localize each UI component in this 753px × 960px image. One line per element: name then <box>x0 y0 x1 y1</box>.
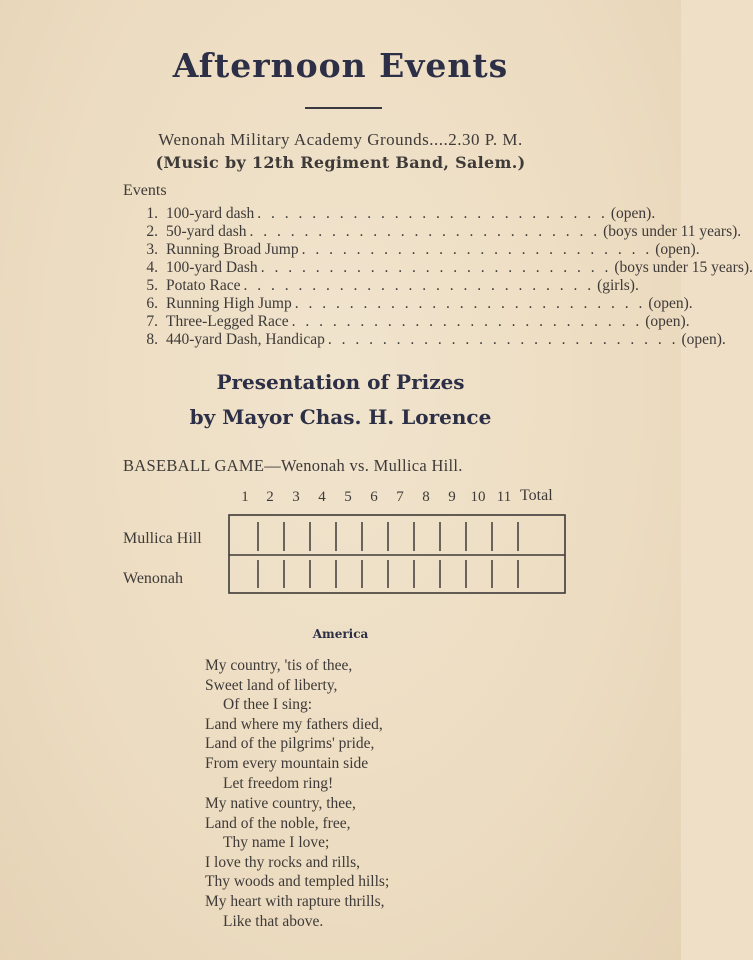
verse-line: Land of the pilgrims' pride, <box>205 735 375 753</box>
event-row <box>122 277 639 295</box>
music-note: (Music by 12th Regiment Band, Salem.) <box>155 153 526 172</box>
inning-label: 3 <box>292 489 300 505</box>
dot-leader: . . . . . . . . . . . . . . . . . . . . . . . . . . <box>257 205 608 222</box>
event-name: Three-Legged Race <box>166 313 289 330</box>
score-grid-border <box>229 515 565 593</box>
dot-leader: . . . . . . . . . . . . . . . . . . . . . . . . . . <box>260 259 612 276</box>
event-number: 2. <box>146 223 158 240</box>
event-note: (boys under 15 years). <box>614 259 753 276</box>
event-note: (open). <box>655 241 700 258</box>
verse-line: My native country, thee, <box>205 795 356 812</box>
team-wenonah: Wenonah <box>123 570 184 587</box>
verse-line: Thy woods and templed hills; <box>205 873 390 891</box>
inning-label: 2 <box>266 489 274 505</box>
dot-leader: . . . . . . . . . . . . . . . . . . . . . . . . . . <box>301 241 653 258</box>
event-note: (open). <box>681 331 726 348</box>
total-label: Total <box>520 487 553 504</box>
event-row <box>122 313 690 331</box>
dot-leader: . . . . . . . . . . . . . . . . . . . . . . . . . . <box>291 313 643 330</box>
event-name: 100-yard Dash <box>166 259 258 276</box>
event-note: (girls). <box>597 277 639 294</box>
verse-line: Of thee I sing: <box>223 696 313 714</box>
event-row <box>122 331 726 349</box>
verse-line: My heart with rapture thrills, <box>205 892 385 910</box>
inning-label: 7 <box>396 489 404 505</box>
verse-line: Thy name I love; <box>223 834 330 852</box>
event-row <box>122 241 700 259</box>
event-number: 3. <box>146 241 158 258</box>
events-heading: Events <box>123 182 167 199</box>
baseball-title: BASEBALL GAME—Wenonah vs. Mullica Hill. <box>123 456 463 475</box>
inning-label: 10 <box>470 489 486 505</box>
event-note: (boys under 11 years). <box>603 223 742 240</box>
dot-leader: . . . . . . . . . . . . . . . . . . . . . . . . . . <box>294 295 646 312</box>
verse-line: I love thy rocks and rills, <box>205 853 360 871</box>
event-number: 7. <box>146 313 158 330</box>
event-name: 100-yard dash <box>166 205 255 222</box>
inning-label: 6 <box>370 489 378 505</box>
event-row <box>122 259 753 277</box>
team-mullica-hill: Mullica Hill <box>123 530 202 547</box>
event-number: 6. <box>146 295 158 312</box>
inning-label: 5 <box>344 489 352 505</box>
score-grid <box>228 514 568 596</box>
event-number: 5. <box>146 277 158 294</box>
dot-leader: . . . . . . . . . . . . . . . . . . . . . . . . . . <box>243 277 595 294</box>
event-note: (open). <box>648 295 693 312</box>
presentation-heading: Presentation of Prizes <box>216 370 465 394</box>
event-row <box>122 223 742 241</box>
event-note: (open). <box>610 205 656 222</box>
verse-line: Sweet land of liberty, <box>205 676 338 694</box>
dot-leader: . . . . . . . . . . . . . . . . . . . . . . . . . . <box>327 331 679 348</box>
event-note: (open). <box>645 313 690 330</box>
event-name: 50-yard dash <box>166 223 247 240</box>
event-number: 4. <box>146 259 158 276</box>
stanza-1 <box>205 656 383 793</box>
inning-label: 11 <box>496 489 512 505</box>
verse-line: Let freedom ring! <box>223 774 334 792</box>
inning-label: 1 <box>241 489 249 505</box>
inning-label: 8 <box>422 489 430 505</box>
event-row <box>122 295 693 313</box>
event-name: Potato Race <box>166 277 241 294</box>
event-row <box>122 205 656 223</box>
verse-line: Land where my fathers died, <box>205 715 383 733</box>
page-title: Afternoon Events <box>172 46 509 85</box>
event-name: 440-yard Dash, Handicap <box>166 331 325 348</box>
verse-line: From every mountain side <box>205 754 369 772</box>
verse-line: Land of the noble, free, <box>205 814 351 832</box>
verse-line: My country, 'tis of thee, <box>205 657 353 674</box>
event-number: 8. <box>146 331 158 348</box>
title-divider <box>305 107 382 109</box>
dot-leader: . . . . . . . . . . . . . . . . . . . . . . . . . . <box>249 223 601 240</box>
inning-label: 4 <box>318 489 326 505</box>
inning-label: 9 <box>448 489 456 505</box>
presenter-line: by Mayor Chas. H. Lorence <box>189 405 492 429</box>
verse-line: Like that above. <box>223 912 324 930</box>
event-name: Running High Jump <box>166 295 292 312</box>
song-title: America <box>312 627 369 641</box>
event-name: Running Broad Jump <box>166 241 299 258</box>
venue-time: Wenonah Military Academy Grounds....2.30 P. M. <box>158 130 523 149</box>
event-number: 1. <box>146 205 158 222</box>
stanza-2 <box>205 794 389 931</box>
